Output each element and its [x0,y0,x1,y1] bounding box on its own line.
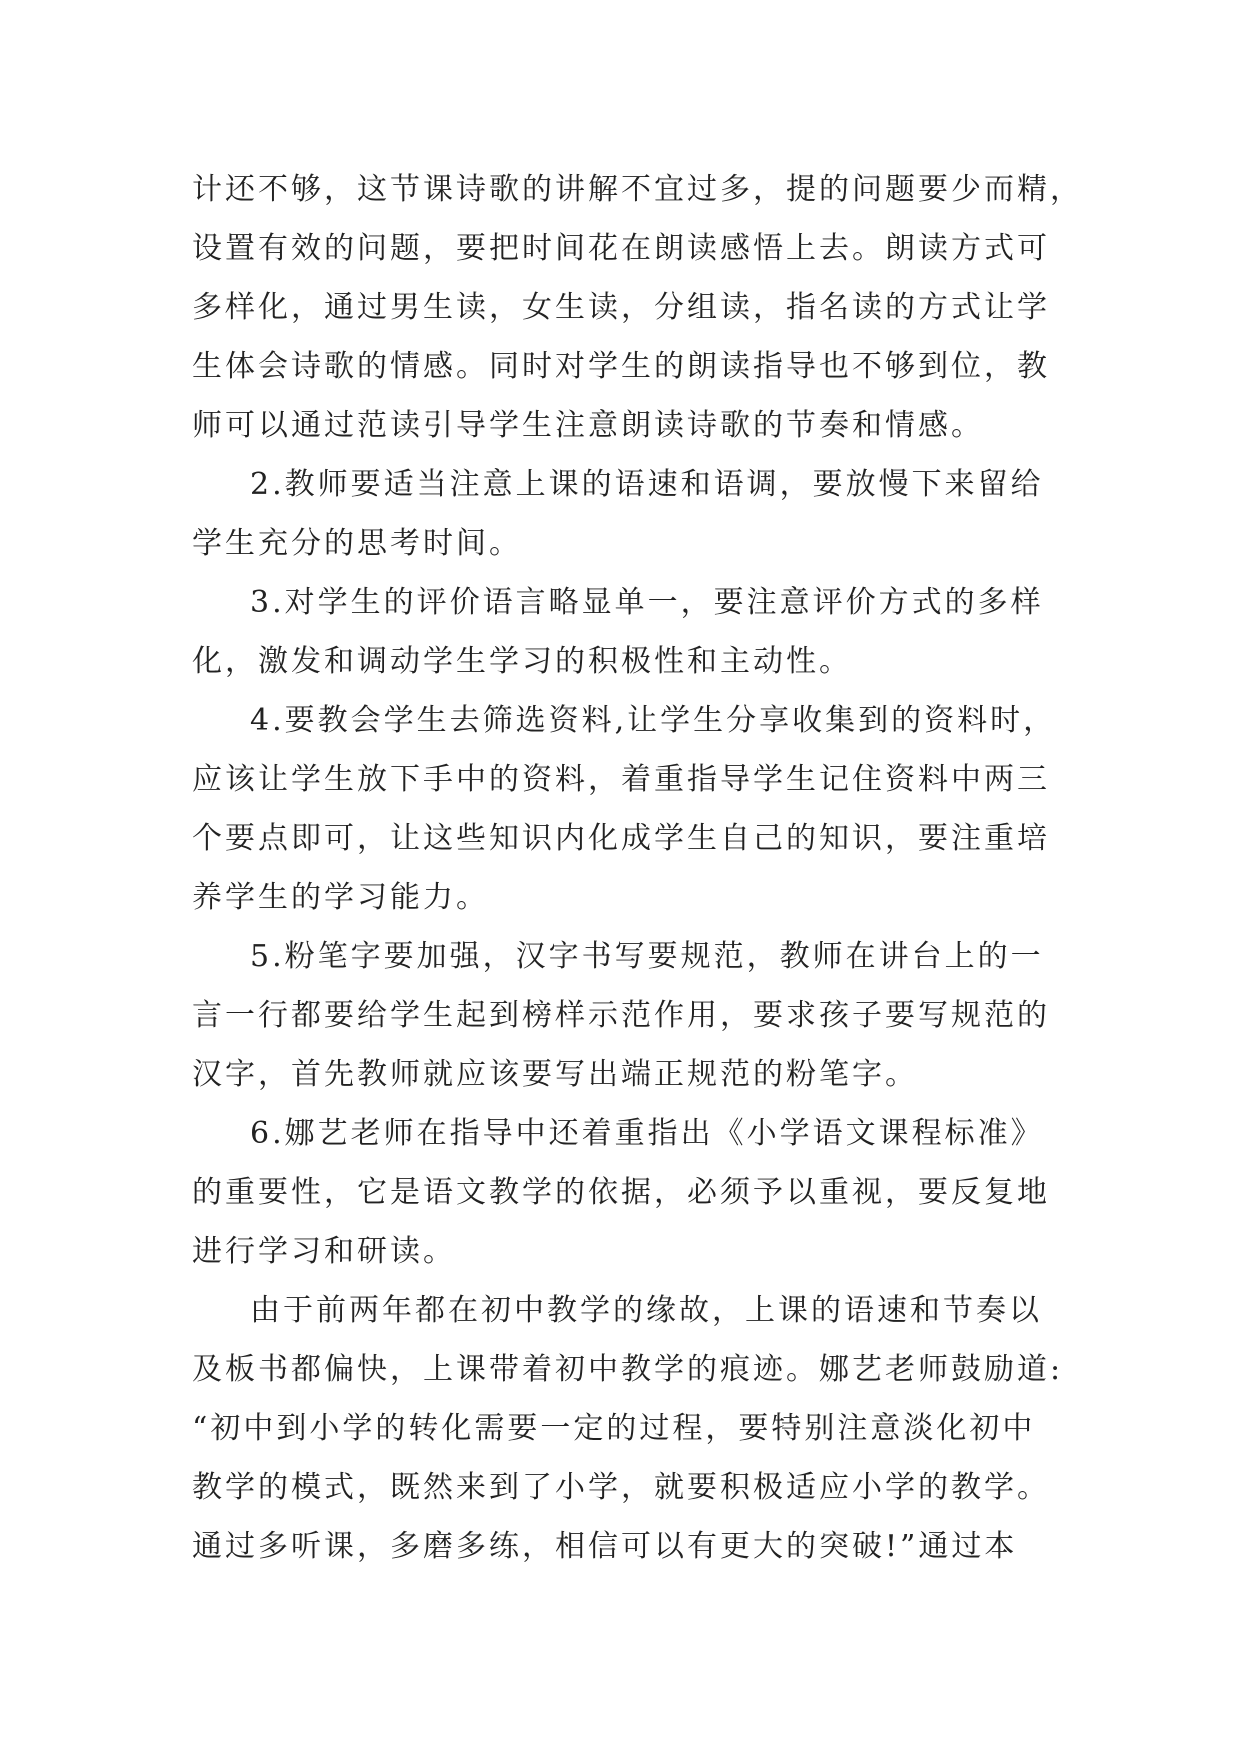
text-line: 计还不够，这节课诗歌的讲解不宜过多，提的问题要少而精， [192,172,1083,207]
text-line: 进行学习和研读。 [192,1234,456,1269]
text-line: 生体会诗歌的情感。同时对学生的朗读指导也不够到位，教 [192,349,1050,384]
text-line: 设置有效的问题，要把时间花在朗读感悟上去。朗读方式可 [192,231,1050,266]
text-line: 及板书都偏快，上课带着初中教学的痕迹。娜艺老师鼓励道: [192,1352,1064,1387]
text-line: 师可以通过范读引导学生注意朗读诗歌的节奏和情感。 [192,408,984,443]
paragraph-item-5: 5.粉笔字要加强，汉字书写要规范，教师在讲台上的一 [250,939,1044,974]
text-line: 通过多听课，多磨多练，相信可以有更大的突破!”通过本 [192,1529,1018,1564]
text-line: 学生充分的思考时间。 [192,526,522,561]
text-line: “初中到小学的转化需要一定的过程，要特别注意淡化初中 [192,1411,1036,1446]
document-body [192,160,1083,1576]
text-line: 言一行都要给学生起到榜样示范作用，要求孩子要写规范的 [192,998,1050,1033]
text-line: 的重要性，它是语文教学的依据，必须予以重视，要反复地 [192,1175,1050,1210]
paragraph-start: 由于前两年都在初中教学的缘故，上课的语速和节奏以 [250,1293,1042,1328]
paragraph-item-2: 2.教师要适当注意上课的语速和语调，要放慢下来留给 [250,467,1044,502]
paragraph-item-6: 6.娜艺老师在指导中还着重指出《小学语文课程标准》 [250,1116,1044,1151]
text-line: 应该让学生放下手中的资料，着重指导学生记住资料中两三 [192,762,1050,797]
text-line: 养学生的学习能力。 [192,880,489,915]
text-line: 化，激发和调动学生学习的积极性和主动性。 [192,644,852,679]
text-line: 教学的模式，既然来到了小学，就要积极适应小学的教学。 [192,1470,1050,1505]
paragraph-item-3: 3.对学生的评价语言略显单一，要注意评价方式的多样 [250,585,1044,620]
text-line: 多样化，通过男生读，女生读，分组读，指名读的方式让学 [192,290,1050,325]
text-line: 汉字，首先教师就应该要写出端正规范的粉笔字。 [192,1057,918,1092]
text-line: 个要点即可，让这些知识内化成学生自己的知识，要注重培 [192,821,1050,856]
paragraph-item-4: 4.要教会学生去筛选资料,让学生分享收集到的资料时， [250,703,1057,738]
